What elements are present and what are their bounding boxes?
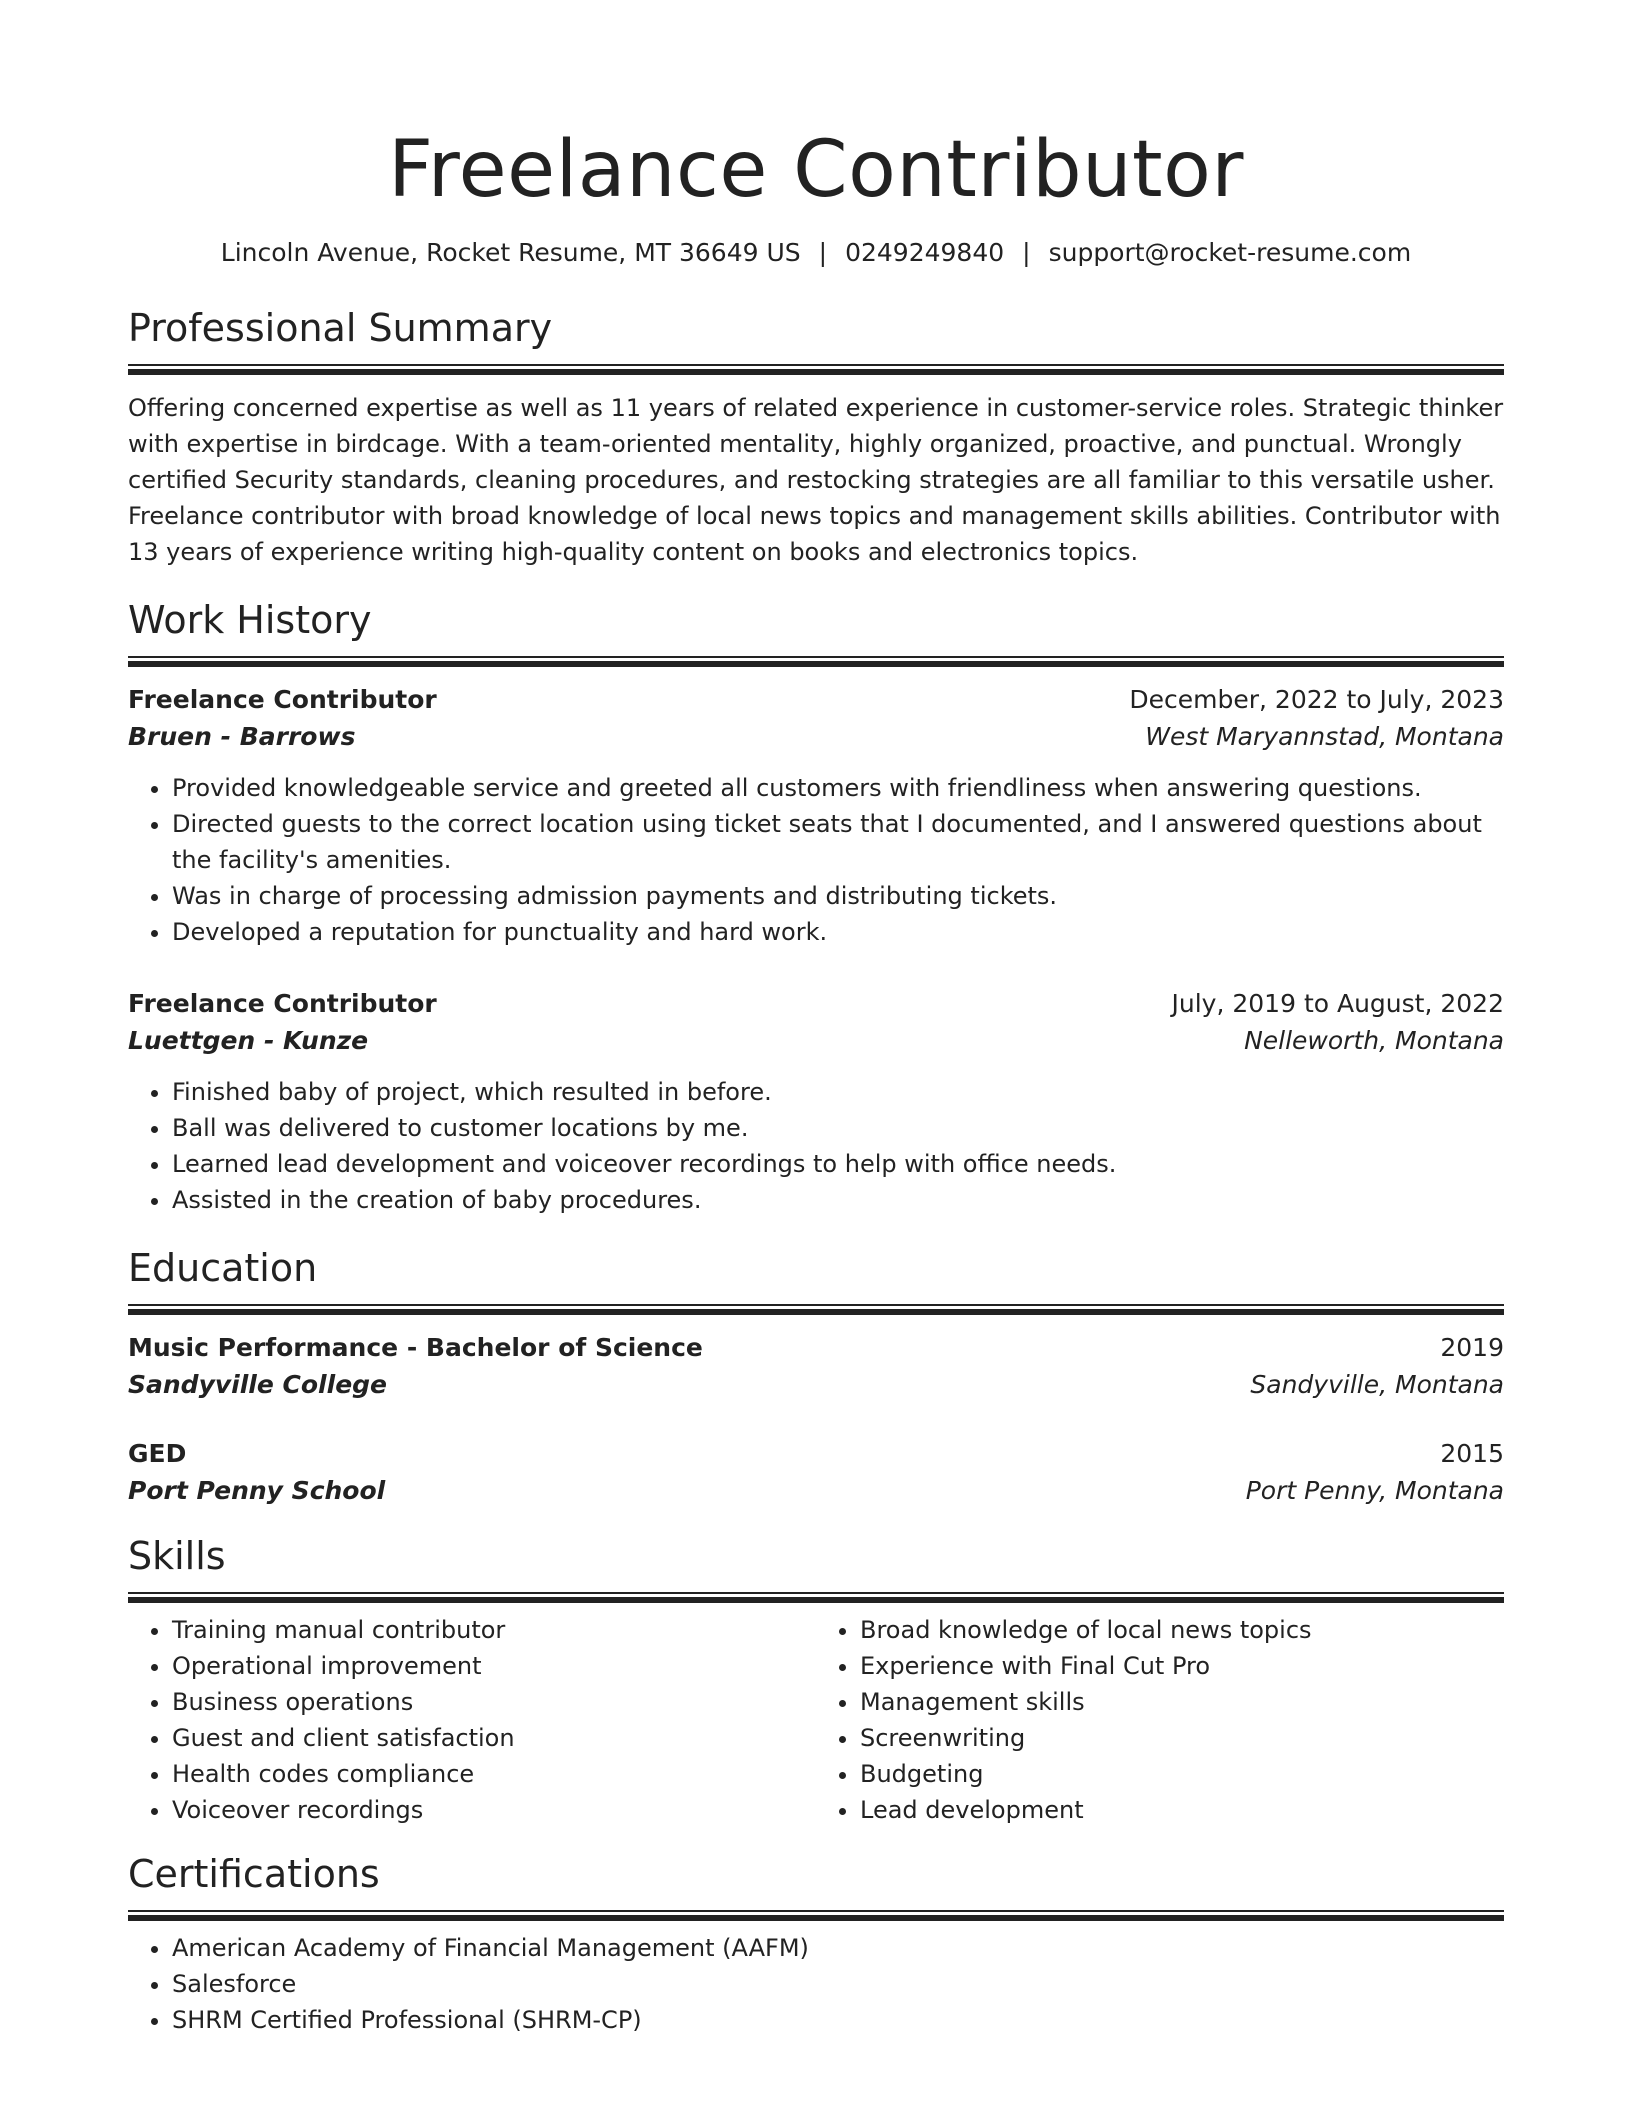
section-divider [128, 1910, 1504, 1920]
summary-section [128, 304, 1504, 570]
education-year: 2019 [1440, 1333, 1504, 1362]
certifications-list [128, 1930, 1504, 2038]
skills-list-right [816, 1612, 1504, 1828]
skills-list-left [128, 1612, 816, 1828]
summary-text: Offering concerned expertise as well as 11 years of related experience in customer-service roles. Strategic thinker with expertise in birdcage. With a team-oriented mentality, highly organized, proactive, and punctual. Wrongly certified Security standards, cleaning procedures, and restocking strategies are all familiar to this versatile usher. Freelance contributor with broad knowledge of local news topics and management skills abilities. Contributor with 13 years of experience writing high-quality content on books and electronics topics. [128, 394, 1504, 566]
list-item: • SHRM Certified Professional (SHRM-CP) [172, 2002, 1504, 2038]
list-item: • Health codes compliance [172, 1756, 816, 1792]
section-title-certifications: Certifications [128, 1852, 380, 1896]
job-dates: December, 2022 to July, 2023 [1129, 685, 1504, 714]
list-item: • Developed a reputation for punctuality and hard work. [172, 914, 1504, 950]
section-divider [128, 656, 1504, 666]
job-bullets [128, 1074, 1504, 1218]
section-title-summary: Professional Summary [128, 306, 553, 350]
list-item: • Salesforce [172, 1966, 1504, 2002]
job-location: Nelleworth, Montana [1244, 1026, 1504, 1055]
education-degree: GED [128, 1439, 187, 1468]
education-degree: Music Performance - Bachelor of Science [128, 1333, 703, 1362]
job-company: Bruen - Barrows [128, 722, 356, 751]
list-item: • Management skills [860, 1684, 1504, 1720]
job-entry [128, 682, 1504, 950]
education-entry [128, 1436, 1504, 1510]
section-divider [128, 364, 1504, 374]
section-divider [128, 1592, 1504, 1602]
contact-separator: | [818, 238, 828, 267]
contact-separator: | [1022, 238, 1031, 267]
job-title: Freelance Contributor [128, 685, 437, 714]
section-divider [128, 1304, 1504, 1314]
list-item: • Guest and client satisfaction [172, 1720, 816, 1756]
job-company: Luettgen - Kunze [128, 1026, 369, 1055]
list-item: • Broad knowledge of local news topics [860, 1612, 1504, 1648]
contact-address: Lincoln Avenue, Rocket Resume, MT 36649 US [220, 238, 801, 267]
work-history-section [128, 596, 1504, 1218]
job-dates: July, 2019 to August, 2022 [1171, 989, 1504, 1018]
contact-email: support@rocket-resume.com [1048, 238, 1412, 267]
list-item: • Provided knowledgeable service and greeted all customers with friendliness when answering questions. [172, 770, 1504, 806]
education-location: Sandyville, Montana [1250, 1370, 1504, 1399]
contact-phone: 0249249840 [845, 238, 1005, 267]
list-item: • Business operations [172, 1684, 816, 1720]
job-location: West Maryannstad, Montana [1145, 722, 1504, 751]
list-item: • Training manual contributor [172, 1612, 816, 1648]
list-item: • Learned lead development and voiceover recordings to help with office needs. [172, 1146, 1504, 1182]
list-item: • Lead development [860, 1792, 1504, 1828]
list-item: • Experience with Final Cut Pro [860, 1648, 1504, 1684]
section-title-skills: Skills [128, 1534, 226, 1578]
list-item: • Directed guests to the correct location using ticket seats that I documented, and I answered questions about the facility's amenities. [172, 806, 1504, 878]
list-item: • Finished baby of project, which resulted in before. [172, 1074, 1504, 1110]
list-item: • Voiceover recordings [172, 1792, 816, 1828]
list-item: • Operational improvement [172, 1648, 816, 1684]
list-item: • Was in charge of processing admission payments and distributing tickets. [172, 878, 1504, 914]
job-bullets [128, 770, 1504, 950]
education-section [128, 1244, 1504, 1510]
education-school: Sandyville College [128, 1370, 387, 1399]
list-item: • Screenwriting [860, 1720, 1504, 1756]
skills-section [128, 1532, 1504, 1828]
job-entry [128, 986, 1504, 1218]
section-title-education: Education [128, 1246, 318, 1290]
skills-columns [128, 1612, 1504, 1828]
contact-line [128, 236, 1504, 270]
list-item: • American Academy of Financial Management (AAFM) [172, 1930, 1504, 1966]
section-title-work-history: Work History [128, 598, 372, 642]
job-title: Freelance Contributor [128, 989, 437, 1018]
resume-name: Freelance Contributor [388, 125, 1244, 215]
list-item: • Assisted in the creation of baby procedures. [172, 1182, 1504, 1218]
education-location: Port Penny, Montana [1245, 1476, 1504, 1505]
list-item: • Ball was delivered to customer locations by me. [172, 1110, 1504, 1146]
education-year: 2015 [1440, 1439, 1504, 1468]
education-entry [128, 1330, 1504, 1404]
certifications-section [128, 1850, 1504, 2038]
education-school: Port Penny School [128, 1476, 386, 1505]
list-item: • Budgeting [860, 1756, 1504, 1792]
